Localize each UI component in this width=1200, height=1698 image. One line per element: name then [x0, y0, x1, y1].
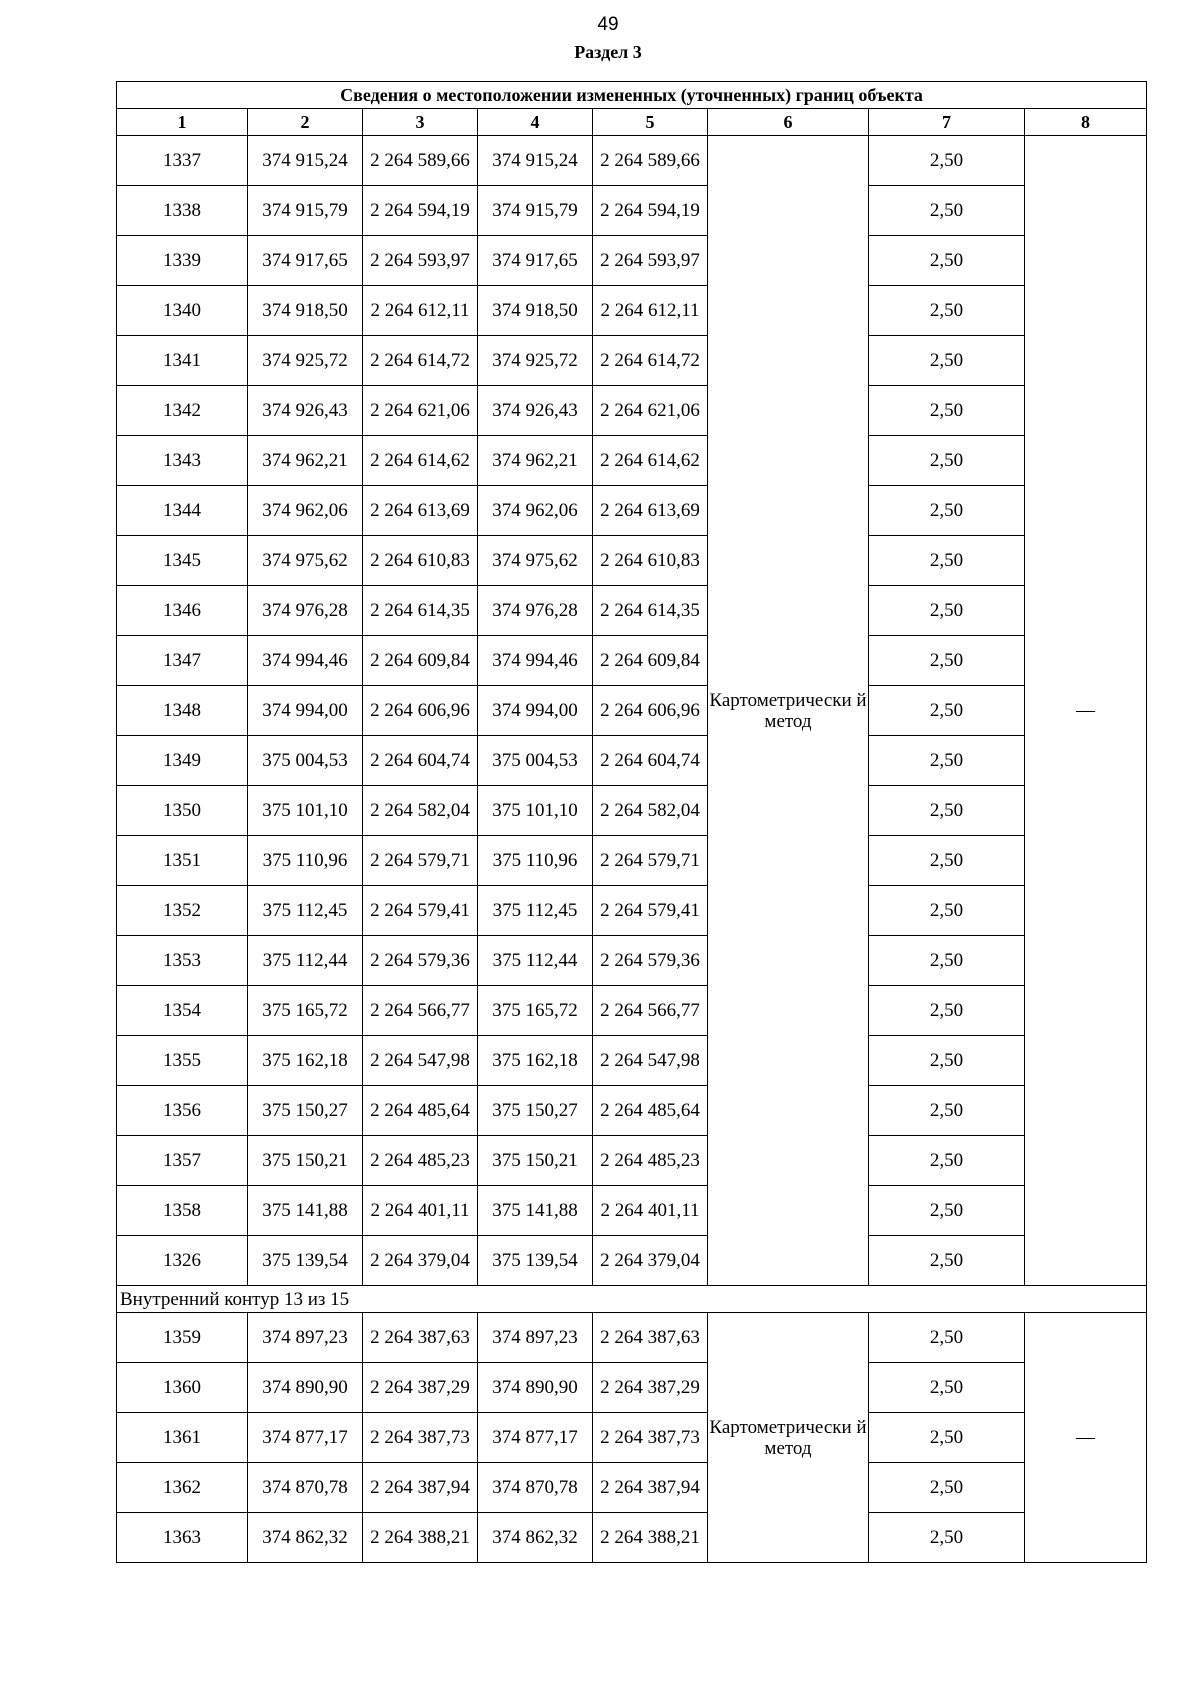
y-new-cell: 2 264 614,35 [593, 586, 708, 636]
y-new-cell: 2 264 579,41 [593, 886, 708, 936]
y-new-cell: 2 264 604,74 [593, 736, 708, 786]
point-number-cell: 1359 [117, 1313, 248, 1363]
x-old-cell: 374 926,43 [248, 386, 363, 436]
table-row [117, 936, 1147, 986]
y-new-cell: 2 264 485,64 [593, 1086, 708, 1136]
table-row [117, 286, 1147, 336]
y-old-cell: 2 264 579,36 [363, 936, 478, 986]
x-old-cell: 374 877,17 [248, 1413, 363, 1463]
y-old-cell: 2 264 582,04 [363, 786, 478, 836]
y-old-cell: 2 264 485,23 [363, 1136, 478, 1186]
accuracy-cell: 2,50 [869, 186, 1025, 236]
point-number-cell: 1346 [117, 586, 248, 636]
x-new-cell: 374 915,24 [478, 136, 593, 186]
x-old-cell: 374 915,79 [248, 186, 363, 236]
y-new-cell: 2 264 582,04 [593, 786, 708, 836]
table-row [117, 136, 1147, 186]
column-number: 2 [248, 109, 363, 136]
y-new-cell: 2 264 388,21 [593, 1513, 708, 1563]
point-number-cell: 1360 [117, 1363, 248, 1413]
x-old-cell: 374 862,32 [248, 1513, 363, 1563]
x-new-cell: 375 112,44 [478, 936, 593, 986]
accuracy-cell: 2,50 [869, 136, 1025, 186]
table-row [117, 736, 1147, 786]
x-old-cell: 374 915,24 [248, 136, 363, 186]
table-row [117, 1413, 1147, 1463]
table-row [117, 236, 1147, 286]
method-cell: Картометрически й метод [708, 136, 869, 1286]
y-new-cell: 2 264 566,77 [593, 986, 708, 1036]
x-old-cell: 374 917,65 [248, 236, 363, 286]
x-old-cell: 374 975,62 [248, 536, 363, 586]
y-old-cell: 2 264 610,83 [363, 536, 478, 586]
y-old-cell: 2 264 388,21 [363, 1513, 478, 1563]
x-new-cell: 375 110,96 [478, 836, 593, 886]
column-number: 4 [478, 109, 593, 136]
x-new-cell: 374 877,17 [478, 1413, 593, 1463]
point-number-cell: 1326 [117, 1236, 248, 1286]
table-row [117, 1513, 1147, 1563]
note-cell: — [1025, 136, 1147, 1286]
y-new-cell: 2 264 614,62 [593, 436, 708, 486]
accuracy-cell: 2,50 [869, 1413, 1025, 1463]
note-cell: — [1025, 1313, 1147, 1563]
accuracy-cell: 2,50 [869, 436, 1025, 486]
x-old-cell: 374 897,23 [248, 1313, 363, 1363]
x-old-cell: 375 141,88 [248, 1186, 363, 1236]
x-new-cell: 374 890,90 [478, 1363, 593, 1413]
x-new-cell: 374 994,46 [478, 636, 593, 686]
y-new-cell: 2 264 387,73 [593, 1413, 708, 1463]
x-new-cell: 375 150,21 [478, 1136, 593, 1186]
x-new-cell: 374 976,28 [478, 586, 593, 636]
accuracy-cell: 2,50 [869, 636, 1025, 686]
x-old-cell: 375 165,72 [248, 986, 363, 1036]
table-row [117, 636, 1147, 686]
point-number-cell: 1352 [117, 886, 248, 936]
point-number-cell: 1361 [117, 1413, 248, 1463]
point-number-cell: 1340 [117, 286, 248, 336]
y-old-cell: 2 264 589,66 [363, 136, 478, 186]
accuracy-cell: 2,50 [869, 786, 1025, 836]
y-new-cell: 2 264 612,11 [593, 286, 708, 336]
table-row [117, 1086, 1147, 1136]
x-new-cell: 375 150,27 [478, 1086, 593, 1136]
table-row [117, 386, 1147, 436]
x-new-cell: 374 975,62 [478, 536, 593, 586]
table-row [117, 586, 1147, 636]
y-old-cell: 2 264 621,06 [363, 386, 478, 436]
y-old-cell: 2 264 547,98 [363, 1036, 478, 1086]
section-title: Раздел 3 [574, 42, 642, 62]
x-new-cell: 374 870,78 [478, 1463, 593, 1513]
x-old-cell: 374 994,46 [248, 636, 363, 686]
y-new-cell: 2 264 613,69 [593, 486, 708, 536]
table-row [117, 1313, 1147, 1363]
accuracy-cell: 2,50 [869, 1463, 1025, 1513]
table-row [117, 686, 1147, 736]
point-number-cell: 1355 [117, 1036, 248, 1086]
point-number-cell: 1356 [117, 1086, 248, 1136]
x-new-cell: 375 141,88 [478, 1186, 593, 1236]
point-number-cell: 1343 [117, 436, 248, 486]
x-old-cell: 374 890,90 [248, 1363, 363, 1413]
table-row [117, 186, 1147, 236]
y-new-cell: 2 264 610,83 [593, 536, 708, 586]
column-number: 7 [869, 109, 1025, 136]
x-old-cell: 375 110,96 [248, 836, 363, 886]
accuracy-cell: 2,50 [869, 686, 1025, 736]
y-new-cell: 2 264 614,72 [593, 336, 708, 386]
accuracy-cell: 2,50 [869, 736, 1025, 786]
point-number-cell: 1337 [117, 136, 248, 186]
x-new-cell: 374 926,43 [478, 386, 593, 436]
y-old-cell: 2 264 614,62 [363, 436, 478, 486]
accuracy-cell: 2,50 [869, 536, 1025, 586]
y-new-cell: 2 264 579,71 [593, 836, 708, 886]
y-old-cell: 2 264 594,19 [363, 186, 478, 236]
accuracy-cell: 2,50 [869, 236, 1025, 286]
y-new-cell: 2 264 594,19 [593, 186, 708, 236]
point-number-cell: 1339 [117, 236, 248, 286]
x-old-cell: 375 112,45 [248, 886, 363, 936]
y-new-cell: 2 264 387,29 [593, 1363, 708, 1413]
y-old-cell: 2 264 401,11 [363, 1186, 478, 1236]
y-new-cell: 2 264 621,06 [593, 386, 708, 436]
y-old-cell: 2 264 387,73 [363, 1413, 478, 1463]
y-new-cell: 2 264 579,36 [593, 936, 708, 986]
table-row [117, 336, 1147, 386]
point-number-cell: 1353 [117, 936, 248, 986]
x-new-cell: 374 918,50 [478, 286, 593, 336]
accuracy-cell: 2,50 [869, 336, 1025, 386]
x-old-cell: 374 962,06 [248, 486, 363, 536]
point-number-cell: 1350 [117, 786, 248, 836]
point-number-cell: 1349 [117, 736, 248, 786]
table-row [117, 786, 1147, 836]
x-new-cell: 375 004,53 [478, 736, 593, 786]
column-number: 8 [1025, 109, 1147, 136]
contour-label: Внутренний контур 13 из 15 [117, 1286, 1147, 1313]
y-old-cell: 2 264 579,71 [363, 836, 478, 886]
table-row [117, 1136, 1147, 1186]
x-new-cell: 374 862,32 [478, 1513, 593, 1563]
y-new-cell: 2 264 401,11 [593, 1186, 708, 1236]
x-old-cell: 374 976,28 [248, 586, 363, 636]
column-number: 6 [708, 109, 869, 136]
accuracy-cell: 2,50 [869, 986, 1025, 1036]
point-number-cell: 1344 [117, 486, 248, 536]
point-number-cell: 1362 [117, 1463, 248, 1513]
coordinates-table [116, 81, 1147, 1563]
x-new-cell: 375 162,18 [478, 1036, 593, 1086]
y-old-cell: 2 264 604,74 [363, 736, 478, 786]
x-old-cell: 374 918,50 [248, 286, 363, 336]
table-body [117, 82, 1147, 1563]
x-old-cell: 374 870,78 [248, 1463, 363, 1513]
accuracy-cell: 2,50 [869, 1363, 1025, 1413]
x-new-cell: 374 994,00 [478, 686, 593, 736]
accuracy-cell: 2,50 [869, 1186, 1025, 1236]
y-old-cell: 2 264 613,69 [363, 486, 478, 536]
accuracy-cell: 2,50 [869, 586, 1025, 636]
x-new-cell: 375 165,72 [478, 986, 593, 1036]
table-caption: Сведения о местоположении измененных (уточненных) границ объекта [117, 82, 1147, 109]
point-number-cell: 1341 [117, 336, 248, 386]
x-old-cell: 375 139,54 [248, 1236, 363, 1286]
y-old-cell: 2 264 379,04 [363, 1236, 478, 1286]
y-new-cell: 2 264 485,23 [593, 1136, 708, 1186]
accuracy-cell: 2,50 [869, 486, 1025, 536]
table-row [117, 486, 1147, 536]
x-old-cell: 375 101,10 [248, 786, 363, 836]
point-number-cell: 1348 [117, 686, 248, 736]
x-old-cell: 374 994,00 [248, 686, 363, 736]
table-row [117, 886, 1147, 936]
table-row [117, 436, 1147, 486]
point-number-cell: 1357 [117, 1136, 248, 1186]
column-number: 1 [117, 109, 248, 136]
y-old-cell: 2 264 612,11 [363, 286, 478, 336]
y-old-cell: 2 264 593,97 [363, 236, 478, 286]
y-new-cell: 2 264 387,63 [593, 1313, 708, 1363]
accuracy-cell: 2,50 [869, 1313, 1025, 1363]
x-new-cell: 374 962,21 [478, 436, 593, 486]
accuracy-cell: 2,50 [869, 1513, 1025, 1563]
table-row [117, 1236, 1147, 1286]
table-row [117, 1186, 1147, 1236]
y-old-cell: 2 264 387,63 [363, 1313, 478, 1363]
y-old-cell: 2 264 485,64 [363, 1086, 478, 1136]
accuracy-cell: 2,50 [869, 886, 1025, 936]
y-new-cell: 2 264 387,94 [593, 1463, 708, 1513]
accuracy-cell: 2,50 [869, 1136, 1025, 1186]
table-row [117, 1036, 1147, 1086]
x-new-cell: 375 101,10 [478, 786, 593, 836]
y-new-cell: 2 264 379,04 [593, 1236, 708, 1286]
y-old-cell: 2 264 606,96 [363, 686, 478, 736]
point-number-cell: 1342 [117, 386, 248, 436]
table-row [117, 986, 1147, 1036]
page-number: 49 [597, 14, 619, 35]
point-number-cell: 1354 [117, 986, 248, 1036]
x-new-cell: 374 962,06 [478, 486, 593, 536]
y-old-cell: 2 264 566,77 [363, 986, 478, 1036]
accuracy-cell: 2,50 [869, 386, 1025, 436]
y-new-cell: 2 264 593,97 [593, 236, 708, 286]
y-old-cell: 2 264 614,72 [363, 336, 478, 386]
table-row [117, 836, 1147, 886]
y-new-cell: 2 264 589,66 [593, 136, 708, 186]
x-new-cell: 375 139,54 [478, 1236, 593, 1286]
accuracy-cell: 2,50 [869, 286, 1025, 336]
accuracy-cell: 2,50 [869, 1086, 1025, 1136]
table-row [117, 1363, 1147, 1413]
accuracy-cell: 2,50 [869, 1236, 1025, 1286]
x-old-cell: 375 150,27 [248, 1086, 363, 1136]
y-old-cell: 2 264 609,84 [363, 636, 478, 686]
y-old-cell: 2 264 387,29 [363, 1363, 478, 1413]
y-old-cell: 2 264 614,35 [363, 586, 478, 636]
x-old-cell: 374 962,21 [248, 436, 363, 486]
y-new-cell: 2 264 606,96 [593, 686, 708, 736]
x-new-cell: 374 897,23 [478, 1313, 593, 1363]
table-row [117, 1463, 1147, 1513]
table-row [117, 536, 1147, 586]
x-new-cell: 374 925,72 [478, 336, 593, 386]
accuracy-cell: 2,50 [869, 836, 1025, 886]
x-new-cell: 374 917,65 [478, 236, 593, 286]
y-old-cell: 2 264 387,94 [363, 1463, 478, 1513]
point-number-cell: 1363 [117, 1513, 248, 1563]
y-old-cell: 2 264 579,41 [363, 886, 478, 936]
x-old-cell: 375 162,18 [248, 1036, 363, 1086]
point-number-cell: 1347 [117, 636, 248, 686]
point-number-cell: 1351 [117, 836, 248, 886]
point-number-cell: 1338 [117, 186, 248, 236]
point-number-cell: 1358 [117, 1186, 248, 1236]
y-new-cell: 2 264 609,84 [593, 636, 708, 686]
accuracy-cell: 2,50 [869, 936, 1025, 986]
point-number-cell: 1345 [117, 536, 248, 586]
x-old-cell: 374 925,72 [248, 336, 363, 386]
x-old-cell: 375 112,44 [248, 936, 363, 986]
column-number: 3 [363, 109, 478, 136]
x-old-cell: 375 004,53 [248, 736, 363, 786]
x-old-cell: 375 150,21 [248, 1136, 363, 1186]
y-new-cell: 2 264 547,98 [593, 1036, 708, 1086]
accuracy-cell: 2,50 [869, 1036, 1025, 1086]
x-new-cell: 375 112,45 [478, 886, 593, 936]
column-number: 5 [593, 109, 708, 136]
method-cell: Картометрически й метод [708, 1313, 869, 1563]
x-new-cell: 374 915,79 [478, 186, 593, 236]
